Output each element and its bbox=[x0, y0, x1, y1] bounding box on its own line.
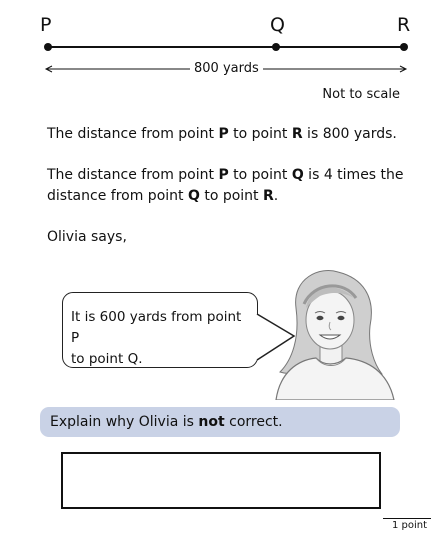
measure-label: 800 yards bbox=[190, 61, 263, 76]
answer-box[interactable] bbox=[61, 452, 381, 509]
statement-pq: The distance from point P to point Q is 4 times the distance from point Q to point R. bbox=[47, 167, 404, 204]
number-line bbox=[48, 46, 404, 48]
point-r-dot bbox=[400, 43, 408, 51]
girl-illustration bbox=[270, 268, 410, 400]
point-q-dot bbox=[272, 43, 280, 51]
question-prompt: Explain why Olivia is not correct. bbox=[40, 407, 400, 437]
speech-line-1: It is 600 yards from point P bbox=[71, 309, 242, 346]
mark-label: 1 point bbox=[392, 520, 428, 531]
scale-note: Not to scale bbox=[322, 87, 400, 102]
statement-pr: The distance from point P to point R is 800 yards. bbox=[47, 126, 397, 142]
point-p-label: P bbox=[40, 14, 52, 36]
speech-bubble bbox=[62, 292, 258, 368]
mark-divider bbox=[383, 518, 431, 519]
point-r-label: R bbox=[397, 14, 411, 36]
point-q-label: Q bbox=[270, 14, 285, 36]
point-p-dot bbox=[44, 43, 52, 51]
intro-text: Olivia says, bbox=[47, 229, 127, 245]
speech-line-2: to point Q. bbox=[71, 351, 143, 367]
